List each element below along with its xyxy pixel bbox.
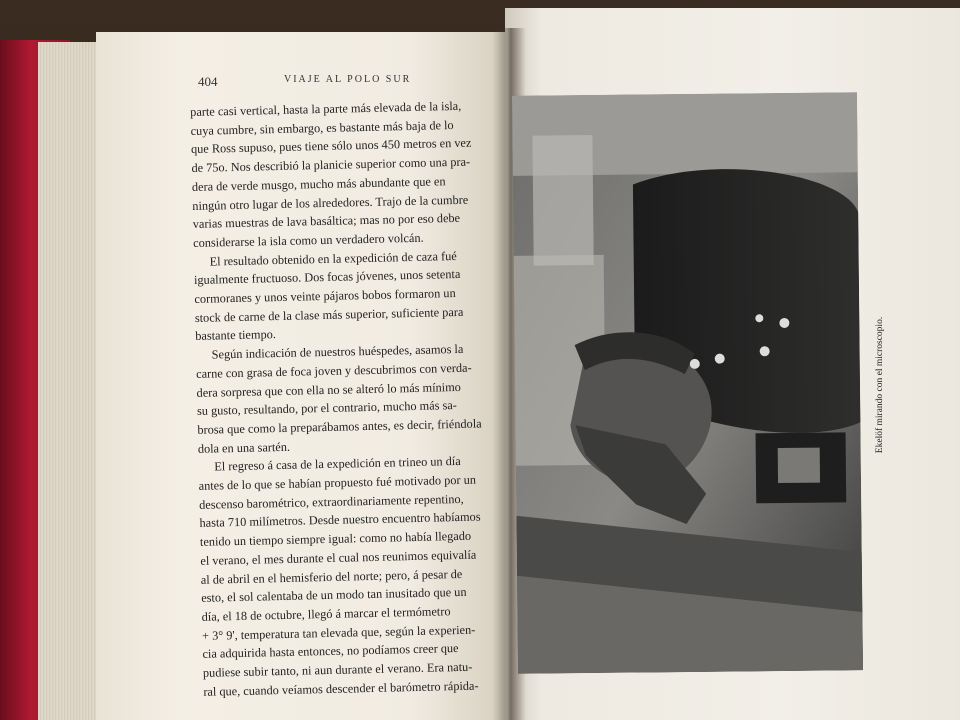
text-line: bastante tiempo.: [195, 327, 277, 344]
photo-plate: [512, 92, 863, 674]
running-head: VIAJE AL POLO SUR: [284, 74, 412, 85]
text-line: carne con grasa de foca joven y descubrimos con verda-: [195, 360, 472, 381]
text-line: El resultado obtenido en la expedición de caza fué: [209, 248, 457, 269]
text-line: cia adquirida hasta entonces, no podíamos creer que: [202, 641, 459, 662]
text-line: igualmente fructuoso. Dos focas jóvenes, unos setenta: [193, 267, 461, 288]
text-line: pudiese subir tanto, ni aun durante el verano. Era natu-: [202, 659, 473, 680]
text-line: dera de verde musgo, mucho más abundante que en: [191, 174, 446, 194]
text-line: al de abril en el hemisferio del norte; pero, á pesar de: [200, 566, 463, 587]
body-text: [190, 96, 499, 701]
text-line: el verano, el mes durante el cual nos reunimos equivalía: [200, 547, 477, 568]
text-line: stock de carne de la clase más superior, suficiente para: [194, 304, 464, 325]
text-line: día, el 18 de octubre, llegó á marcar el termómetro: [201, 604, 451, 624]
text-line: considerarse la isla como un verdadero volcán.: [193, 230, 424, 250]
text-line: El regreso á casa de la expedición en trineo un día: [214, 454, 461, 474]
text-line: dola en una sartén.: [197, 439, 291, 456]
text-line: su gusto, resultando, por el contrario, mucho más sa-: [196, 398, 457, 419]
text-line: hasta 710 milímetros. Desde nuestro encuentro habíamos: [199, 509, 481, 531]
text-line: esto, el sol calentaba de un modo tan inusitado que un: [201, 585, 467, 606]
text-line: + 3° 9', temperatura tan elevada que, según la experien-: [201, 622, 476, 643]
text-line: brosa que como la preparábamos antes, es decir, friéndola: [197, 416, 482, 437]
text-line: ral que, cuando veíamos descender el barómetro rápida-: [203, 678, 479, 699]
text-line: dera sorpresa que con ella no se alteró lo más mínimo: [196, 379, 461, 400]
text-line: de 75o. Nos describió la planicie superior como una pra-: [191, 154, 471, 176]
text-line: parte casi vertical, hasta la parte más elevada de la isla,: [190, 98, 462, 119]
text-line: varias muestras de lava basáltica; mas no por eso debe: [192, 211, 461, 232]
page-number: 404: [198, 74, 218, 89]
text-line: descenso barométrico, extraordinariamente repentino,: [198, 491, 464, 512]
plate-caption: Ekelöf mirando con el microscopio.: [875, 316, 885, 454]
text-line: cormoranes y unos veinte pájaros bobos formaron un: [194, 286, 456, 306]
text-line: cuya cumbre, sin embargo, es bastante más baja de lo: [190, 117, 454, 138]
text-line: ningún otro lugar de los alrededores. Trajo de la cumbre: [192, 192, 469, 213]
text-line: antes de lo que se habían propuesto fué motivado por un: [198, 472, 477, 493]
text-line: Según indicación de nuestros huéspedes, asamos la: [211, 342, 464, 362]
page-edges: [38, 42, 104, 720]
text-line: tenido un tiempo siempre igual: como no había llegado: [199, 528, 472, 550]
text-line: que Ross supuso, pues tiene sólo unos 450 metros en vez: [190, 136, 472, 157]
